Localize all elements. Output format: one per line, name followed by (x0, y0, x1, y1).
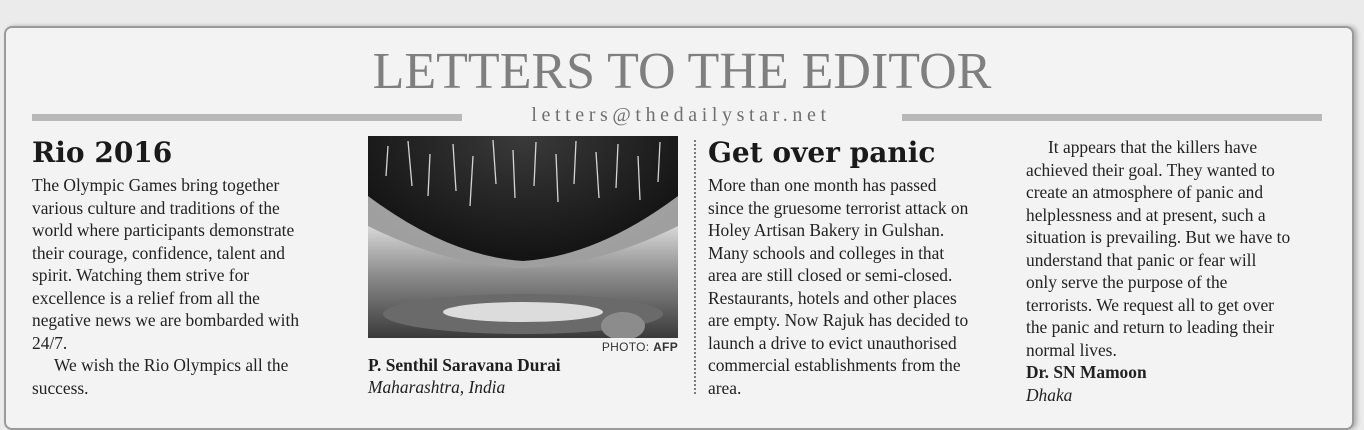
column-divider (694, 140, 696, 394)
letter1-body (32, 174, 362, 399)
letter2-line: Restaurants, hotels and other places (708, 287, 957, 308)
letter2-heading: Get over panic (708, 136, 936, 169)
letter2-line: terrorists. We request all to get over (1026, 294, 1274, 315)
section-title: LETTERS TO THE EDITOR (372, 43, 992, 100)
letter2-line: normal lives. (1026, 339, 1117, 360)
rio-stadium-photo (368, 136, 678, 338)
letter2-line: situation is prevailing. But we have to (1026, 227, 1291, 247)
editor-email[interactable]: letters@thedailystar.net (531, 104, 831, 126)
letter1-signature (368, 354, 561, 398)
letter1-line: success. (32, 377, 89, 398)
letter1-line: excellence is a relief from all the (32, 287, 260, 308)
letter2-line: understand that panic or fear will (1026, 249, 1257, 270)
letter2-line: area. (708, 377, 742, 398)
letter1-heading: Rio 2016 (32, 136, 173, 169)
letter2-line: helplessness and at present, such a (1026, 204, 1266, 225)
letter1-line: The Olympic Games bring together (32, 175, 280, 195)
letter2-line: commercial establishments from the (708, 355, 961, 375)
photo-credit-label: PHOTO: (601, 340, 650, 354)
letter1-author: P. Senthil Saravana Durai (368, 355, 561, 375)
letter2-body-col1 (708, 174, 1018, 399)
letter1-line: negative news we are bombarded with (32, 310, 300, 330)
title-rule-right (902, 114, 1322, 121)
letter2-body-col2 (1026, 136, 1336, 406)
letter2-line: create an atmosphere of panic and (1026, 182, 1264, 202)
letter1-line: 24/7. (32, 332, 68, 353)
letter1-line: various culture and traditions of the (32, 197, 280, 218)
letter2-line: are empty. Now Rajuk has decided to (708, 310, 969, 330)
letter2-line: achieved their goal. They wanted to (1026, 159, 1275, 180)
letter2-line: the panic and return to leading their (1026, 317, 1275, 337)
letter2-author: Dr. SN Mamoon (1026, 362, 1147, 382)
letter2-line: launch a drive to evict unauthorised (708, 332, 957, 353)
letter1-line: spirit. Watching them strive for (32, 265, 250, 285)
letter2-location: Dhaka (1026, 384, 1073, 405)
letter2-line: only serve the purpose of the (1026, 272, 1228, 292)
letter2-line: It appears that the killers have (1048, 137, 1258, 157)
photo-credit (560, 340, 678, 354)
title-rule-left (32, 114, 462, 121)
letter1-line: their courage, confidence, talent and (32, 242, 286, 263)
letter2-line: since the gruesome terrorist attack on (708, 197, 969, 218)
letter2-line: area are still closed or semi-closed. (708, 265, 953, 285)
fireworks-stadium-icon (368, 136, 678, 338)
letter1-location: Maharashtra, India (368, 377, 506, 397)
letter1-line: We wish the Rio Olympics all the (54, 355, 289, 375)
photo-credit-source: AFP (653, 340, 678, 354)
letter1-line: world where participants demonstrate (32, 220, 295, 240)
letter2-line: Holey Artisan Bakery in Gulshan. (708, 220, 945, 240)
letter2-line: Many schools and colleges in that (708, 242, 945, 263)
letter2-line: More than one month has passed (708, 175, 937, 195)
